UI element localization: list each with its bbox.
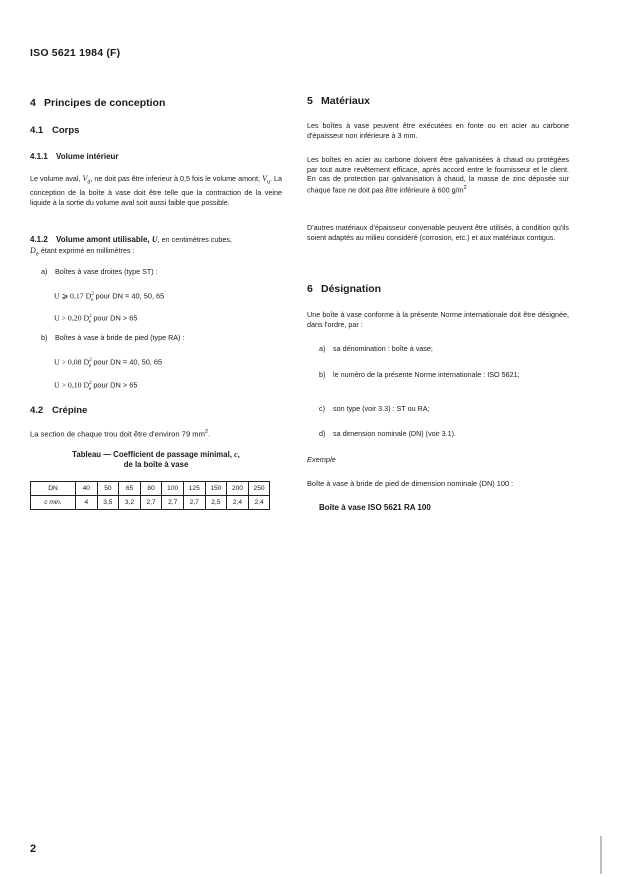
section-4-2-paragraph: La section de chaque trou doit être d'environ 79 $mm^2$. — [30, 429, 211, 439]
section-6-title: Désignation — [321, 283, 382, 295]
table-cell: 250 — [248, 482, 270, 496]
table-cell: 2,4 — [227, 496, 249, 510]
table-cell: 3,5 — [97, 496, 119, 510]
list-item-b: b) Boîtes à vase à bride de pied (type RA) : — [41, 333, 185, 342]
section-4-title: Principes de conception — [44, 97, 166, 109]
table-cell: 4 — [76, 496, 98, 510]
designation-item-c: c) son type (voir 3.3) : ST ou RA; — [319, 404, 430, 413]
section-4-2-heading: 4.2 Crépine — [30, 405, 88, 416]
example-label: Exemple — [307, 455, 336, 464]
designation-item-a: a) sa dénomination : boîte à vase; — [319, 344, 433, 353]
section-5-title: Matériaux — [321, 95, 371, 107]
table-cell: 40 — [76, 482, 98, 496]
section-5-paragraph-1: Les boîtes à vase peuvent être exécutées en fonte ou en acier au carbone d'épaisseur non inférieure à 3 mm. — [307, 121, 569, 140]
table-cell: c min. — [31, 496, 76, 510]
section-4-heading: 4 Principes de conception — [30, 97, 166, 109]
table-cell: 100 — [162, 482, 184, 496]
table-cell: 2,5 — [205, 496, 227, 510]
document-header: ISO 5621 1984 (F) — [30, 47, 121, 59]
section-5-heading: 5 Matériaux — [307, 95, 371, 107]
page-number: 2 — [30, 843, 37, 855]
section-4-1-heading: 4.1 Corps — [30, 125, 80, 136]
formula-a2: U > 0,20 $D^2_e$ pour DN > 65 — [54, 313, 138, 326]
table-cell: 125 — [183, 482, 205, 496]
formula-b2: U > 0,10 $D^2_e$ pour DN > 65 — [54, 380, 138, 393]
section-5-paragraph-2: Les boîtes en acier au carbone doivent être galvanisées à chaud ou protégées par tout autre revêtement efficace, après accord entre le fournisseur et le client. En cas de protection par galvanisation à chaud, la masse de zinc déposée sur chaque face ne doit pas être inférieure à 600 $g/m^2$ — [307, 155, 569, 195]
table-cell: 2,7 — [162, 496, 184, 510]
table-cell: 65 — [119, 482, 141, 496]
example-designation: Boîte à vase ISO 5621 RA 100 — [319, 503, 431, 512]
section-4-2-title: Crépine — [52, 405, 88, 416]
table-cell: DN — [31, 482, 76, 496]
section-4-1-title: Corps — [52, 125, 80, 136]
table-caption: Tableau — Coefficient de passage minimal, c, de la boîte à vase — [72, 450, 240, 469]
table-cell: 150 — [205, 482, 227, 496]
section-6-intro: Une boîte à vase conforme à la présente Norme internationale doit être désignée, dans l'ordre, par : — [307, 310, 569, 329]
example-line: Boîte à vase à bride de pied de dimension nominale (DN) 100 : — [307, 479, 514, 488]
coefficient-table — [30, 481, 270, 510]
table-cell: 200 — [227, 482, 249, 496]
scan-artifact-line — [600, 836, 602, 874]
section-6-heading: 6 Désignation — [307, 283, 382, 295]
table-cell: 2,7 — [183, 496, 205, 510]
formula-b1: U > 0,08 $D^2_e$ pour DN = 40, 50, 65 — [54, 357, 163, 370]
formula-a1: U ⩾ 0,17 $D^2_e$ pour DN = 40, 50, 65 — [54, 291, 165, 304]
table-cell: 3,2 — [119, 496, 141, 510]
table-row-cmin — [31, 496, 270, 510]
section-4-1-2-heading: 4.1.2 Volume amont utilisable, U, en centimètres cubes, $D_e$ étant exprimé en millimètres : — [30, 235, 232, 258]
section-4-1-1-paragraph: Le volume aval, $V_d$, ne doit pas être inferieur à 0,5 fois le volume amont, $V_u$. La conception de la boîte à vase doit être telle que la contraction de la veine liquide à la sortie du volume aval soit aussi faible que possible. — [30, 174, 282, 207]
table-cell: 2,4 — [248, 496, 270, 510]
table-cell: 50 — [97, 482, 119, 496]
table-cell: 80 — [140, 482, 162, 496]
list-item-a: a) Boîtes à vase droites (type ST) : — [41, 267, 158, 276]
section-5-paragraph-3: D'autres matériaux d'épaisseur convenable peuvent être utilisés, à condition qu'ils soient adaptés au milieu considéré (corrosion, etc.) et aux matériaux contigus. — [307, 223, 569, 242]
section-4-1-1-title: Volume intérieur — [56, 152, 119, 161]
designation-item-b: b) le numéro de la présente Norme internationale : ISO 5621; — [319, 370, 520, 379]
table-row-dn — [31, 482, 270, 496]
table-cell: 2,7 — [140, 496, 162, 510]
designation-item-d: d) sa dimension nominale (DN) (voir 3.1). — [319, 429, 457, 438]
section-4-1-1-heading: 4.1.1 Volume intérieur — [30, 152, 119, 161]
